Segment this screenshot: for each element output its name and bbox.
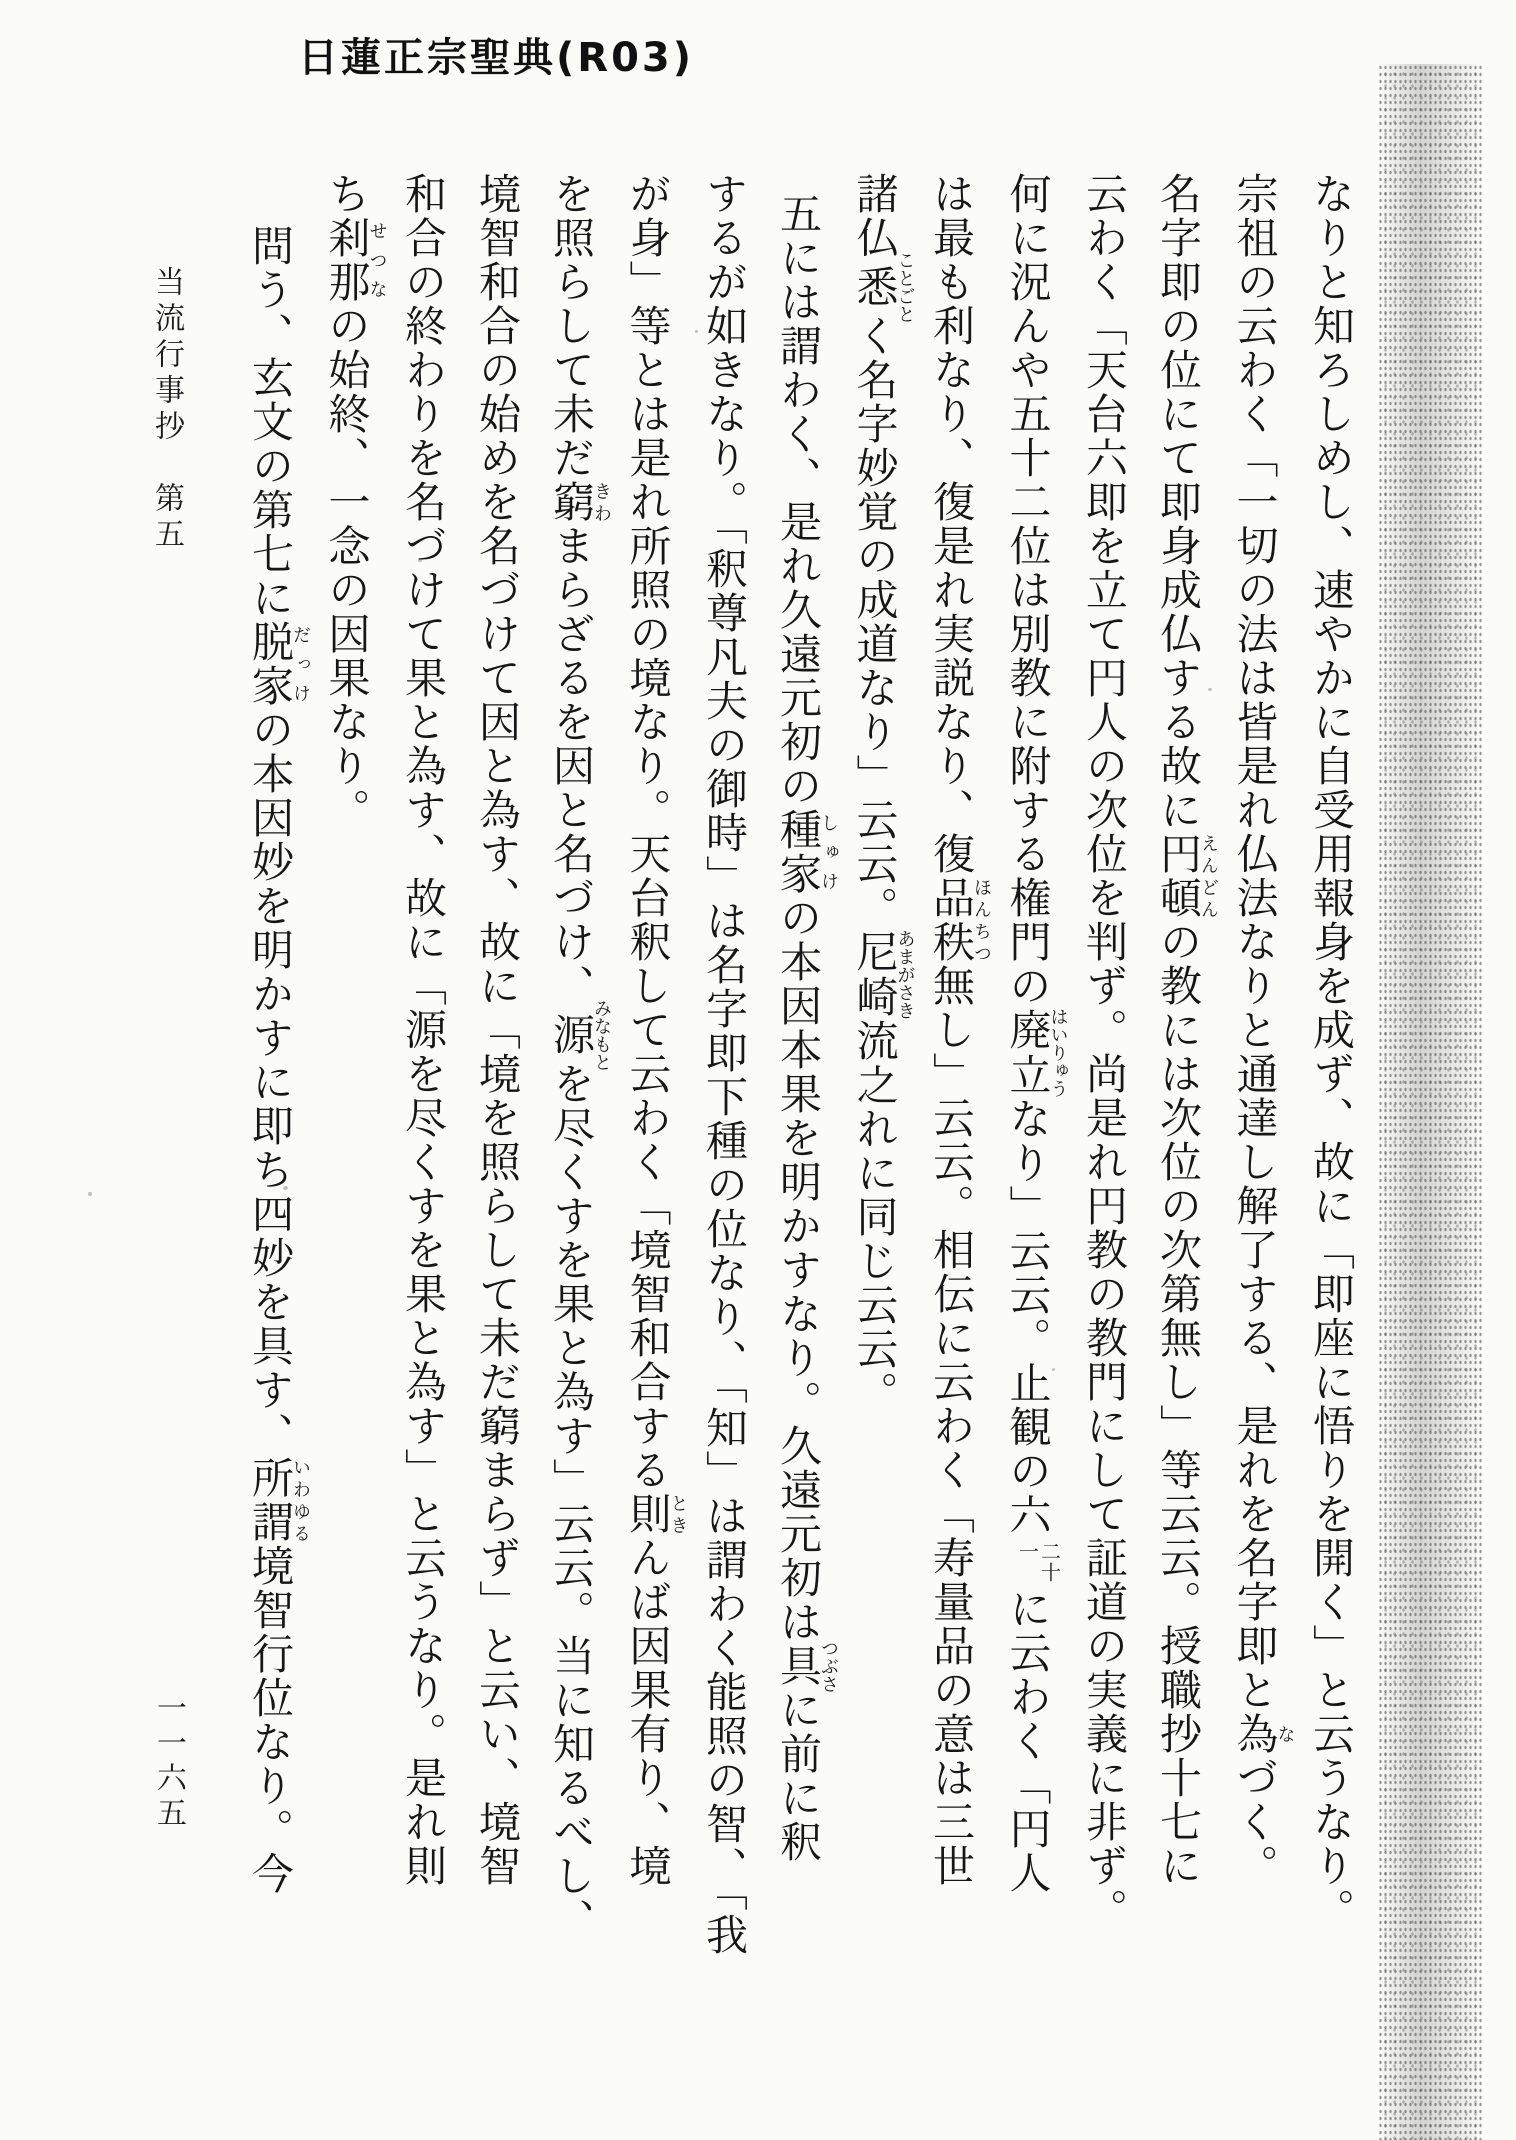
text-column: 宗祖の云わく「一切の法は皆是れ仏法なりと通達し解了する、是れを名字即と為なづく。 [1230,172,1296,1888]
furigana-term: 刹那せつな [322,216,388,304]
furigana-term: 円頓えんどん [1154,832,1219,920]
text-column: なりと知ろしめし、速やかに自受用報身を成ず、故に「即座に悟りを開く」と云うなり。 [1307,172,1356,1932]
text-column: 境智和合の始めを名づけて因と為す、故に「境を照らして未だ窮まらず」と云い、境智 [473,172,522,1888]
scan-speck [695,330,698,333]
furigana-term: 品秩ほんちつ [927,876,992,964]
scan-speck [283,1186,288,1190]
furigana-term: 種家しゅけ [774,808,839,896]
margin-title: 当流行事抄 第五 [149,266,184,554]
scan-speck [88,1192,92,1196]
furigana-term: 窮きわ [547,480,612,524]
furigana-term: 為な [1230,1712,1296,1756]
text-column: を照らして未だ窮きわまらざるを因と名づけ、源みなもとを尽くすを果と為す」云云。当に知るべし、 [547,172,612,1942]
scan-speck [1208,688,1212,691]
scan-speck [418,558,422,562]
scan-noise-band [1378,64,1482,2140]
text-column: 問う、玄文の第七に脱家だっけの本因妙を明かすに即ち四妙を具す、所謂いわゆる境智行位なり。今 [246,224,311,1896]
header-title: 日蓮正宗聖典(R03) [298,35,695,81]
text-column: は最も利なり、復是れ実説なり、復品秩ほんちつ無し」云云。相伝に云わく「寿量品の意は三世 [927,172,992,1888]
furigana-term: 尼崎あまがさき [850,929,916,1020]
furigana-term: 具つぶさ [774,1639,839,1693]
text-column: するが如きなり。「釈尊凡夫の御時」は名字即下種の位なり、「知」は謂わく能照の智、「我 [700,172,749,1957]
text-column: が身」等とは是れ所照の境なり。天台釈して云わく「境智和合する則ときんば因果有り、境 [623,172,689,1888]
furigana-term: 脱家だっけ [246,620,311,708]
text-column: 何に況んや五十二位は別教に附する権門の廃立はいりゅうなり」云云。止観の六 二十 一 に云わく「円人 [1003,172,1069,1895]
furigana-term: 悉ことごと [850,251,916,323]
furigana-term: 則とき [623,1492,689,1536]
text-column: 諸仏悉ことごとく名字妙覚の成道なり」云云。尼崎あまがさき流之れに同じ云云。 [850,172,916,1415]
furigana-term: 所謂いわゆる [246,1456,311,1544]
text-column: ち刹那せつなの始終、一念の因果なり。 [322,172,388,832]
warichu-note: 二十 一 [1015,1541,1062,1583]
text-column: 云わく「天台六即を立て円人の次位を判ず。尚是れ円教の教門にして証道の実義に非ず。 [1080,172,1129,1932]
text-column: 五には謂わく、是れ久遠元初の種家しゅけの本因本果を明かすなり。久遠元初は具つぶさに前に釈 [774,192,839,1864]
furigana-term: 廃立はいりゅう [1003,1007,1069,1098]
text-column: 和合の終わりを名づけて果と為す、故に「源を尽くすを果と為す」と云うなり。是れ則 [399,172,448,1888]
text-column: 名字即の位にて即身成仏する故に円頓えんどんの教には次位の次第無し」等云云。授職抄十七に [1154,172,1219,1888]
page-number: 一一六五 [151,1692,186,1832]
main-text-block [233,172,1368,1957]
scan-speck [1052,1368,1055,1371]
furigana-term: 源みなもと [547,999,612,1071]
